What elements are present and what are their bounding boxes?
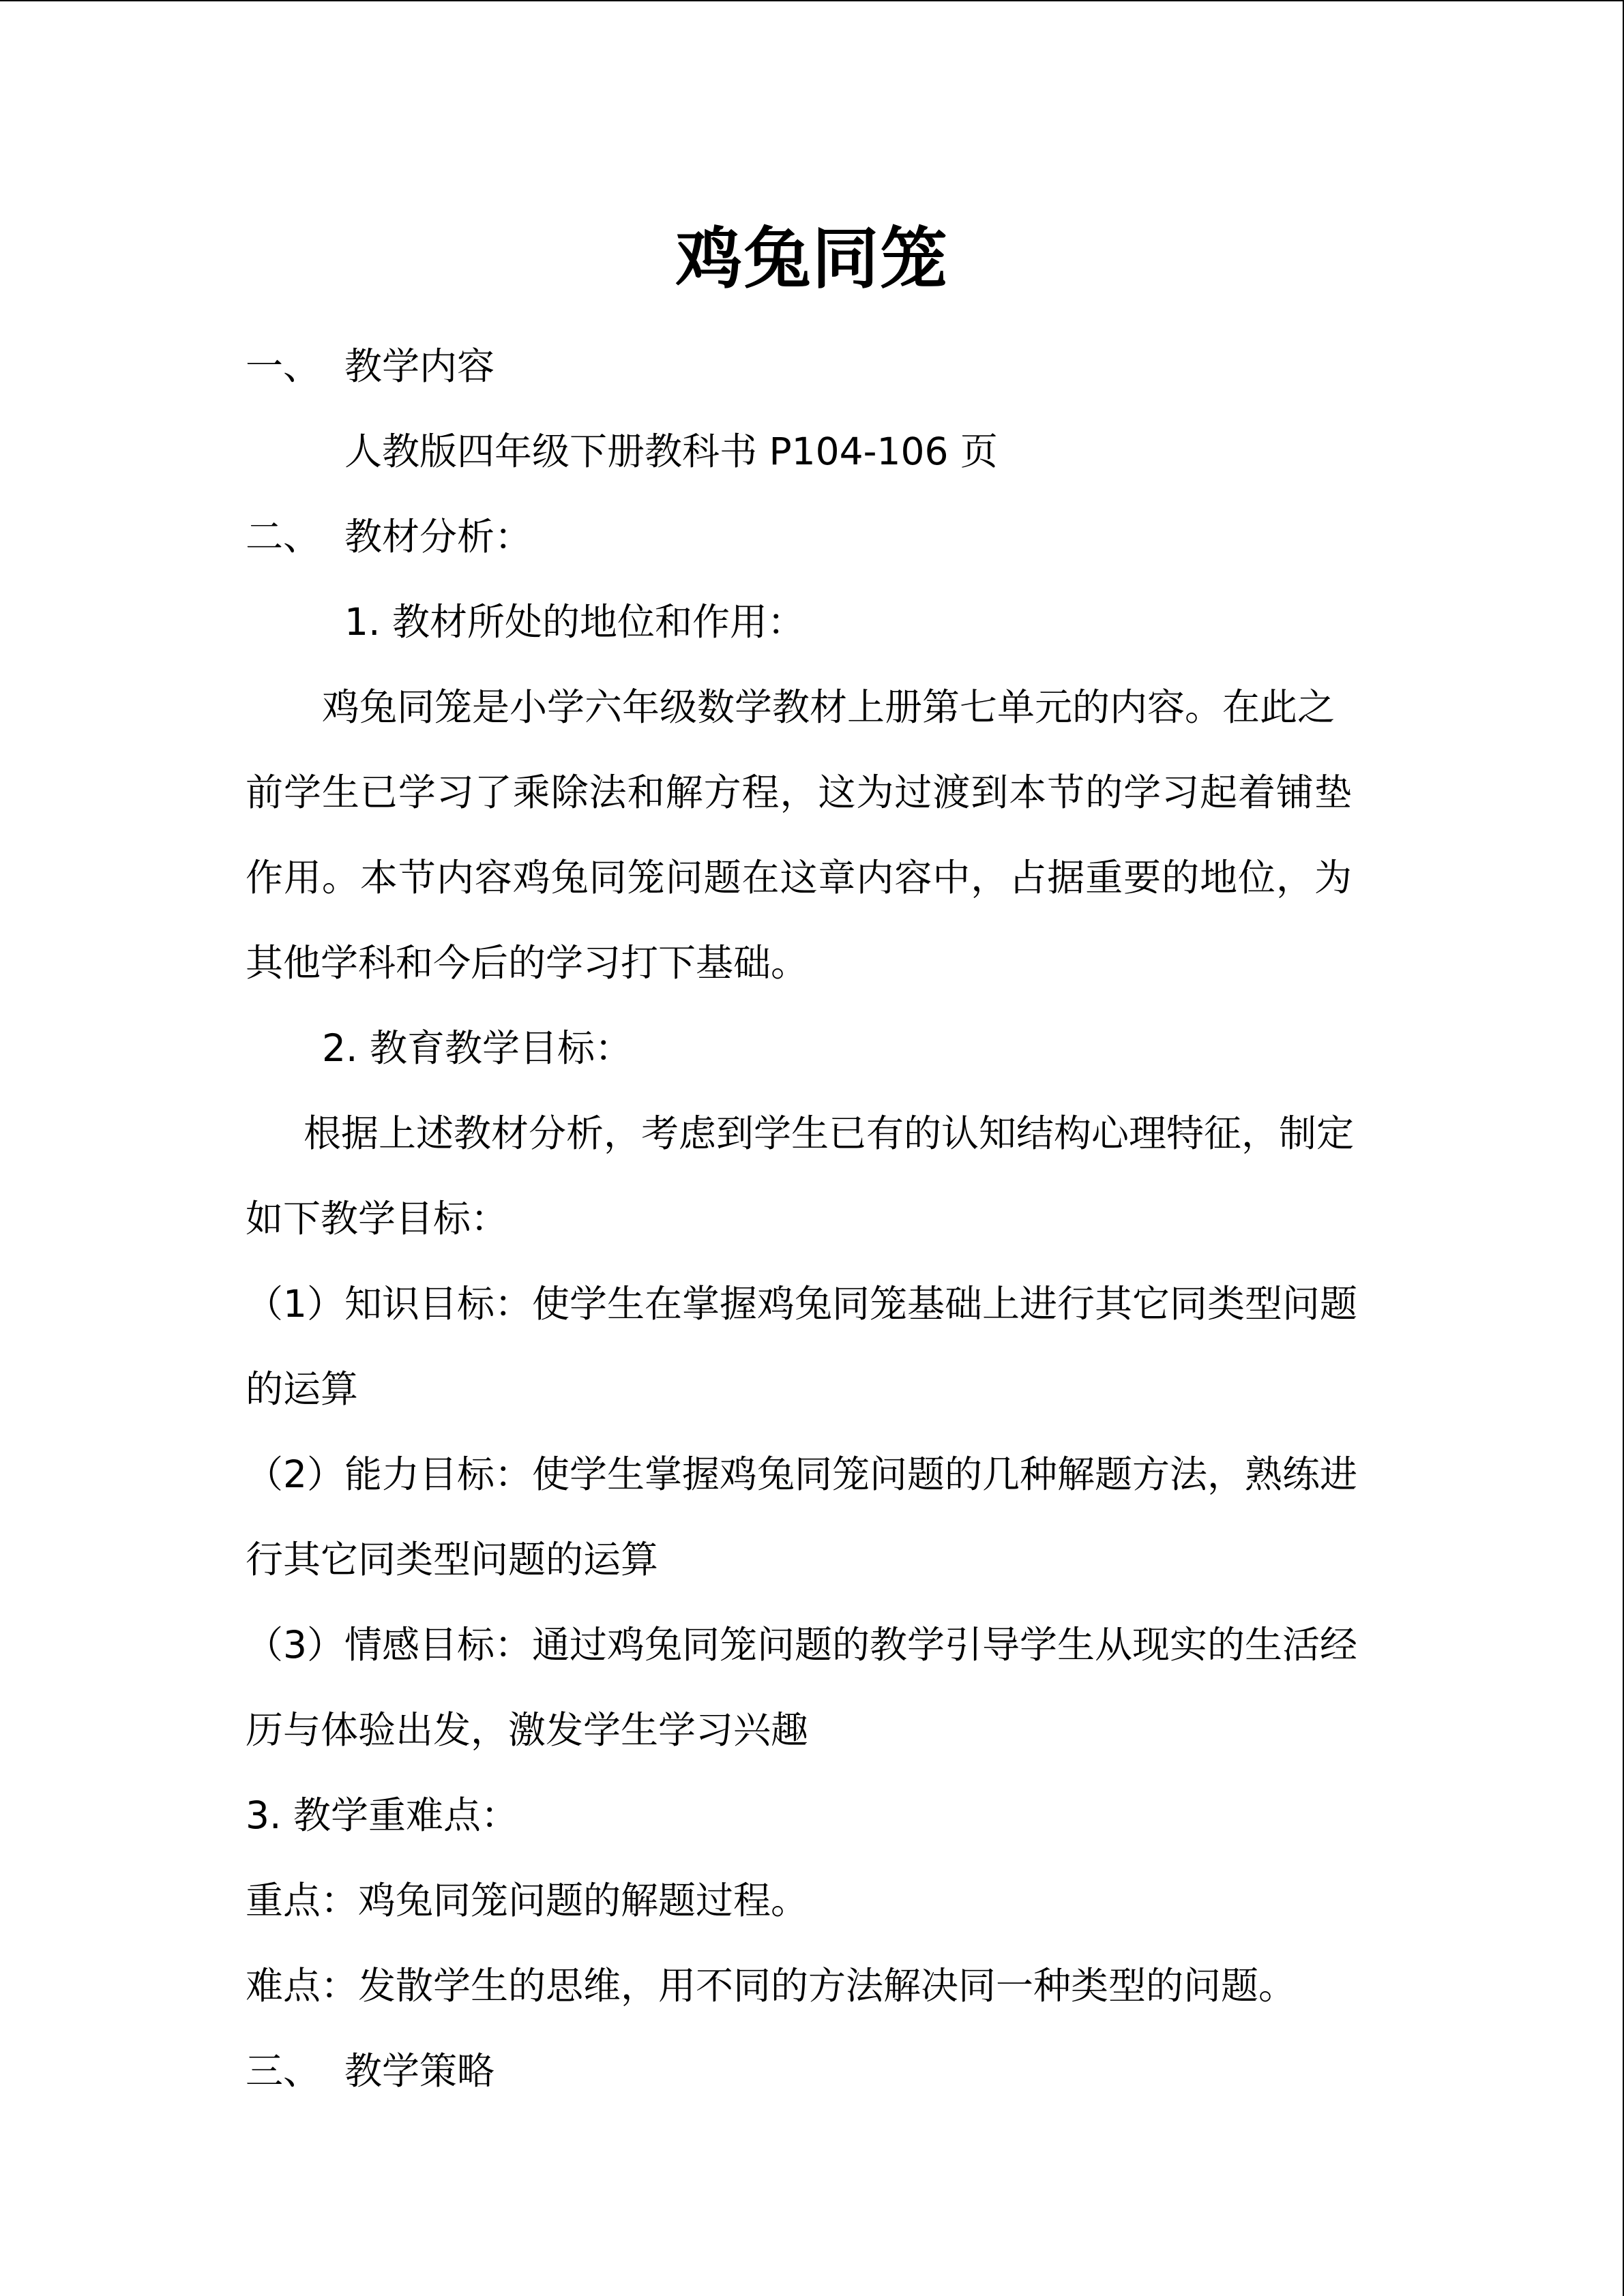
goal-knowledge-cont: 的运算 [246,1367,359,1411]
goal-ability-cont: 行其它同类型问题的运算 [246,1538,659,1581]
paragraph-line: 根据上述教材分析，考虑到学生已有的认知结构心理特征，制定 [304,1112,1355,1155]
paragraph-line: 前学生已学习了乘除法和解方程，这为过渡到本节的学习起着铺垫 [246,771,1352,814]
goal-knowledge: （1）知识目标：使学生在掌握鸡兔同笼基础上进行其它同类型问题 [246,1282,1357,1326]
section-3-title: 教学策略 [344,2049,495,2093]
paragraph-line: 如下教学目标： [246,1197,509,1240]
section-2-heading [246,513,532,561]
goal-ability: （2）能力目标：使学生掌握鸡兔同笼问题的几种解题方法，熟练进 [246,1452,1357,1496]
subsection-1-heading: 1. 教材所处的地位和作用： [344,600,805,644]
page-title: 鸡兔同笼 [675,220,949,298]
section-2-title: 教材分析： [344,515,533,558]
goal-emotion: （3）情感目标：通过鸡兔同笼问题的教学引导学生从现实的生活经 [246,1623,1357,1667]
paragraph-line: 鸡兔同笼是小学六年级数学教材上册第七单元的内容。在此之 [322,685,1335,729]
difficulty-point: 难点：发散学生的思维，用不同的方法解决同一种类型的问题。 [246,1964,1297,2008]
section-3-heading [246,2047,494,2095]
section-1-content: 人教版四年级下册教科书 P104-106 页 [344,430,998,473]
section-2-number: 二、 [246,515,321,558]
subsection-2-heading: 2. 教育教学目标： [322,1026,632,1070]
paragraph-line: 作用。本节内容鸡兔同笼问题在这章内容中，占据重要的地位，为 [246,856,1352,899]
section-1-title: 教学内容 [344,344,495,388]
subsection-3-heading: 3. 教学重难点： [246,1793,518,1837]
paragraph-line: 其他学科和今后的学习打下基础。 [246,941,809,985]
goal-emotion-cont: 历与体验出发，激发学生学习兴趣 [246,1708,809,1752]
key-point: 重点：鸡兔同笼问题的解题过程。 [246,1879,809,1922]
section-1-heading [246,342,494,390]
section-3-number: 三、 [246,2049,321,2093]
section-1-number: 一、 [246,344,321,388]
